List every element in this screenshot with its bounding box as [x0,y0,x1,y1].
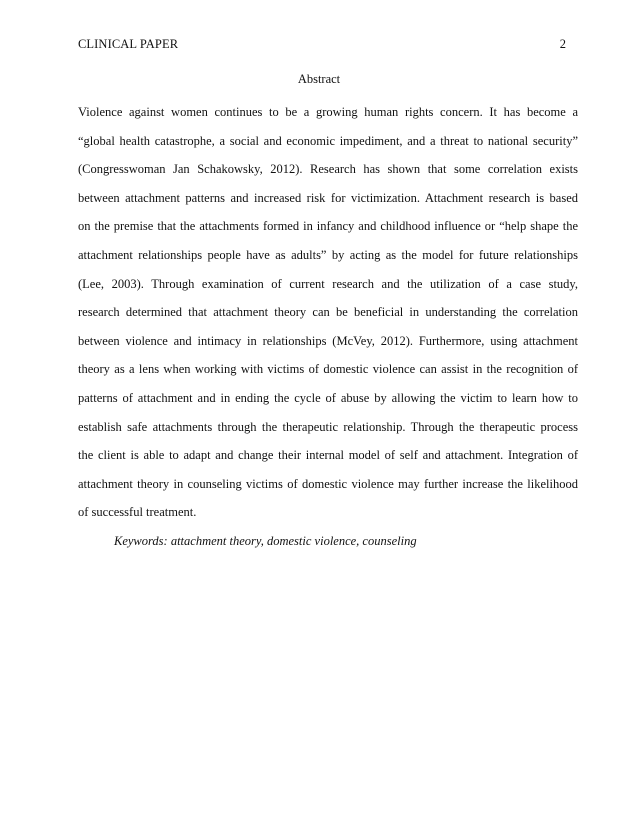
abstract-line: attachment relationships people have as adults” by acting as the model for future relationships [78,247,578,262]
abstract-line-last: of successful treatment. [78,505,197,520]
running-head: CLINICAL PAPER [78,37,179,51]
abstract-line: Violence against women continues to be a growing human rights concern. It has become a [78,105,578,119]
page-number: 2 [559,37,566,51]
abstract-line: the client is able to adapt and change their internal model of self and attachment. Integration of [78,448,578,463]
abstract-line: on the premise that the attachments formed in infancy and childhood influence or “help shape the [78,219,578,234]
abstract-line: research determined that attachment theory can be beneficial in understanding the correlation [78,305,578,320]
abstract-line: establish safe attachments through the therapeutic relationship. Through the therapeutic process [78,419,578,434]
abstract-line: between attachment patterns and increased risk for victimization. Attachment research is based [78,190,578,205]
abstract-line: “global health catastrophe, a social and economic impediment, and a threat to national security” [78,133,578,148]
keywords: Keywords: attachment theory, domestic violence, counseling [114,534,417,548]
abstract-line: between violence and intimacy in relationships (McVey, 2012). Furthermore, using attachment [78,333,578,348]
abstract-body [78,98,578,527]
abstract-line: (Lee, 2003). Through examination of current research and the utilization of a case study, [78,276,578,291]
abstract-line: patterns of attachment and in ending the cycle of abuse by allowing the victim to learn how to [78,390,578,405]
abstract-line: attachment theory in counseling victims of domestic violence may further increase the likelihood [78,476,578,491]
abstract-title: Abstract [297,72,341,86]
abstract-line: theory as a lens when working with victims of domestic violence can assist in the recognition of [78,362,578,377]
abstract-line: (Congresswoman Jan Schakowsky, 2012). Research has shown that some correlation exists [78,162,578,177]
